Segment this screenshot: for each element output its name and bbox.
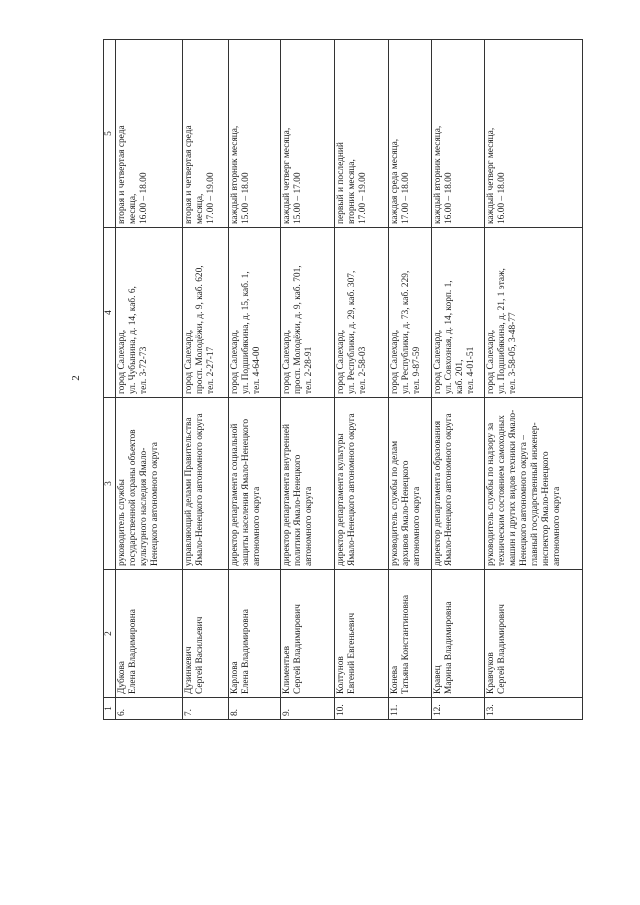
address-cell: [281, 228, 335, 398]
position-cell: [335, 398, 389, 570]
schedule-cell-line: 17.00 – 19.00: [358, 172, 368, 224]
schedule-cell: [183, 40, 229, 228]
address-cell-line: город Салехард,: [117, 329, 127, 394]
position-cell-line: защиты населения Ямало-Ненецкого: [241, 418, 251, 566]
position-cell-line: культурного наследия Ямало-: [139, 447, 149, 566]
schedule-cell-line: каждый вторник месяца,: [230, 125, 240, 224]
schedule-cell-line: каждый четверг месяца,: [282, 127, 292, 224]
address-cell-line: ул. Республики, д. 29, каб. 307,: [347, 270, 357, 394]
position-cell-line: директор департамента образования: [433, 420, 443, 566]
position-cell-line: директор департамента культуры: [336, 433, 346, 566]
schedule-cell: [229, 40, 281, 228]
name-cell-line: Кравчуков: [486, 652, 496, 694]
position-cell-line: инспектор Ямало-Ненецкого: [541, 451, 551, 566]
address-cell-line: город Салехард,: [336, 329, 346, 394]
schedule-cell-line: 17.00 – 19.00: [206, 172, 216, 224]
row-number-cell: 6.: [116, 698, 183, 720]
position-cell: [485, 398, 583, 570]
position-cell-line: директор департамента внутренней: [282, 423, 292, 566]
name-cell-line: Татьяна Константиновна: [401, 594, 411, 694]
position-cell-line: руководитель службы по надзору за: [486, 422, 496, 566]
table-row: [183, 40, 229, 720]
address-cell: [229, 228, 281, 398]
schedule-cell-line: месяца,: [128, 193, 138, 224]
name-cell: [389, 570, 432, 698]
address-cell: [183, 228, 229, 398]
row-number-cell: 7.: [183, 698, 229, 720]
name-cell-line: Сергей Владимирович: [293, 604, 303, 694]
schedule-cell-line: каждый четверг месяца,: [486, 127, 496, 224]
position-cell-line: Ямало-Ненецкого автономного округа: [195, 413, 205, 566]
name-cell-line: Сергей Владимирович: [497, 604, 507, 694]
position-cell-line: автономного округа: [252, 486, 262, 566]
schedule-cell-line: вторник месяца,: [347, 159, 357, 224]
name-cell-line: Елена Владимировна: [128, 609, 138, 694]
address-cell-line: город Салехард,: [282, 329, 292, 394]
table-row: [229, 40, 281, 720]
position-cell-line: автономного округа: [412, 486, 422, 566]
address-cell-line: тел. 3-58-05, 3-48-77: [508, 312, 518, 394]
address-cell-line: ул. Совхозная, д. 14, корп. 1,: [444, 280, 454, 394]
name-cell: [116, 570, 183, 698]
position-cell: [183, 398, 229, 570]
schedule-cell-line: 17.00 – 18.00: [401, 172, 411, 224]
address-cell-line: просп. Молодёжи, д. 9, каб. 701,: [293, 265, 303, 394]
header-col-4: 4: [104, 228, 116, 398]
name-cell-line: Дузинкевич: [184, 646, 194, 694]
position-cell-line: машин и других видов техники Ямало-: [508, 409, 518, 566]
position-cell-line: Ненецкого автономного округа: [150, 442, 160, 566]
table-body: [116, 40, 583, 720]
schedule-cell: [281, 40, 335, 228]
position-cell-line: Ямало-Ненецкого автономного округа: [347, 413, 357, 566]
page-number: 2: [70, 375, 82, 381]
position-cell: [229, 398, 281, 570]
address-cell-line: ул. Подшибякина, д. 15, каб. 1,: [241, 271, 251, 394]
row-number-cell: 8.: [229, 698, 281, 720]
address-cell-line: тел. 2-27-17: [206, 346, 216, 394]
position-cell-line: руководитель службы: [117, 479, 127, 566]
name-cell-line: Дубкова: [117, 661, 127, 694]
header-col-5: 5: [104, 40, 116, 228]
address-cell: [116, 228, 183, 398]
name-cell: [229, 570, 281, 698]
address-cell-line: тел. 3-72-73: [139, 346, 149, 394]
address-cell-line: ул. Подшибякина, д. 21, 1 этаж,: [497, 268, 507, 394]
position-cell: [389, 398, 432, 570]
address-cell-line: город Салехард,: [390, 329, 400, 394]
address-cell-line: тел. 4-01-51: [466, 346, 476, 394]
schedule-cell-line: месяца,: [195, 193, 205, 224]
schedule-cell: [432, 40, 485, 228]
schedule-cell-line: каждый вторник месяца,: [433, 125, 443, 224]
name-cell: [432, 570, 485, 698]
officials-table: [103, 39, 583, 720]
row-number-cell: 10.: [335, 698, 389, 720]
schedule-cell-line: 15.00 – 18.00: [241, 172, 251, 224]
schedule-cell: [335, 40, 389, 228]
header-row: [104, 40, 116, 720]
position-cell: [116, 398, 183, 570]
address-cell: [432, 228, 485, 398]
name-cell: [281, 570, 335, 698]
rotated-table-wrapper: [103, 40, 562, 720]
schedule-cell: [116, 40, 183, 228]
name-cell-line: Марина Владимировна: [444, 601, 454, 694]
table-row: [485, 40, 583, 720]
name-cell-line: Сергей Васильевич: [195, 616, 205, 694]
address-cell: [335, 228, 389, 398]
address-cell-line: город Салехард,: [184, 329, 194, 394]
schedule-cell: [485, 40, 583, 228]
address-cell-line: тел. 9-87-59: [412, 346, 422, 394]
table-row: [389, 40, 432, 720]
name-cell-line: Евгений Евгеньевич: [347, 612, 357, 694]
address-cell-line: тел. 2-58-03: [358, 346, 368, 394]
table-row: [116, 40, 183, 720]
position-cell-line: управляющий делами Правительства: [184, 417, 194, 566]
name-cell-line: Конева: [390, 665, 400, 694]
position-cell-line: руководитель службы по делам: [390, 440, 400, 566]
position-cell-line: архивов Ямало-Ненецкого: [401, 460, 411, 566]
name-cell: [183, 570, 229, 698]
table-row: [335, 40, 389, 720]
name-cell: [485, 570, 583, 698]
header-col-2: 2: [104, 570, 116, 698]
position-cell-line: автономного округа: [552, 486, 562, 566]
position-cell-line: Ямало-Ненецкого автономного округа: [444, 413, 454, 566]
address-cell-line: просп. Молодёжи, д. 9, каб. 620,: [195, 265, 205, 394]
schedule-cell-line: 16.00 – 18.00: [444, 172, 454, 224]
address-cell-line: город Салехард,: [486, 329, 496, 394]
name-cell-line: Карлова: [230, 661, 240, 694]
schedule-cell-line: 16.00 – 18.00: [497, 172, 507, 224]
schedule-cell-line: 16.00 – 18.00: [139, 172, 149, 224]
position-cell: [281, 398, 335, 570]
position-cell-line: главный государственный инженер-: [530, 422, 540, 566]
header-col-1: 1: [104, 698, 116, 720]
position-cell-line: политики Ямало-Ненецкого: [293, 454, 303, 566]
address-cell-line: тел. 4-64-00: [252, 346, 262, 394]
address-cell-line: город Салехард,: [433, 329, 443, 394]
schedule-cell-line: вторая и четвертая среда: [117, 125, 127, 224]
address-cell-line: ул. Республики, д. 73, каб. 229,: [401, 270, 411, 394]
position-cell-line: государственной охраны объектов: [128, 429, 138, 566]
address-cell-line: город Салехард,: [230, 329, 240, 394]
name-cell-line: Елена Владимировна: [241, 609, 251, 694]
address-cell-line: ул. Чубынина, д. 14, каб. 6,: [128, 286, 138, 394]
name-cell-line: Колтунов: [336, 656, 346, 694]
name-cell-line: Кравец: [433, 665, 443, 694]
table-row: [281, 40, 335, 720]
address-cell-line: каб. 201,: [455, 359, 465, 394]
position-cell-line: директор департамента социальной: [230, 423, 240, 566]
schedule-cell-line: первый и последний: [336, 142, 346, 224]
name-cell-line: Климентьев: [282, 645, 292, 694]
row-number-cell: 13.: [485, 698, 583, 720]
position-cell: [432, 398, 485, 570]
name-cell: [335, 570, 389, 698]
address-cell: [485, 228, 583, 398]
position-cell-line: техническим состоянием самоходных: [497, 415, 507, 566]
row-number-cell: 9.: [281, 698, 335, 720]
table-row: [432, 40, 485, 720]
address-cell: [389, 228, 432, 398]
address-cell-line: тел. 2-28-91: [304, 346, 314, 394]
position-cell-line: автономного округа: [304, 486, 314, 566]
row-number-cell: 11.: [389, 698, 432, 720]
schedule-cell-line: вторая и четвертая среда: [184, 125, 194, 224]
position-cell-line: Ненецкого автономного округа –: [519, 435, 529, 566]
schedule-cell-line: 15.00 – 17.00: [293, 172, 303, 224]
schedule-cell-line: каждая среда месяца,: [390, 138, 400, 224]
row-number-cell: 12.: [432, 698, 485, 720]
header-col-3: 3: [104, 398, 116, 570]
schedule-cell: [389, 40, 432, 228]
